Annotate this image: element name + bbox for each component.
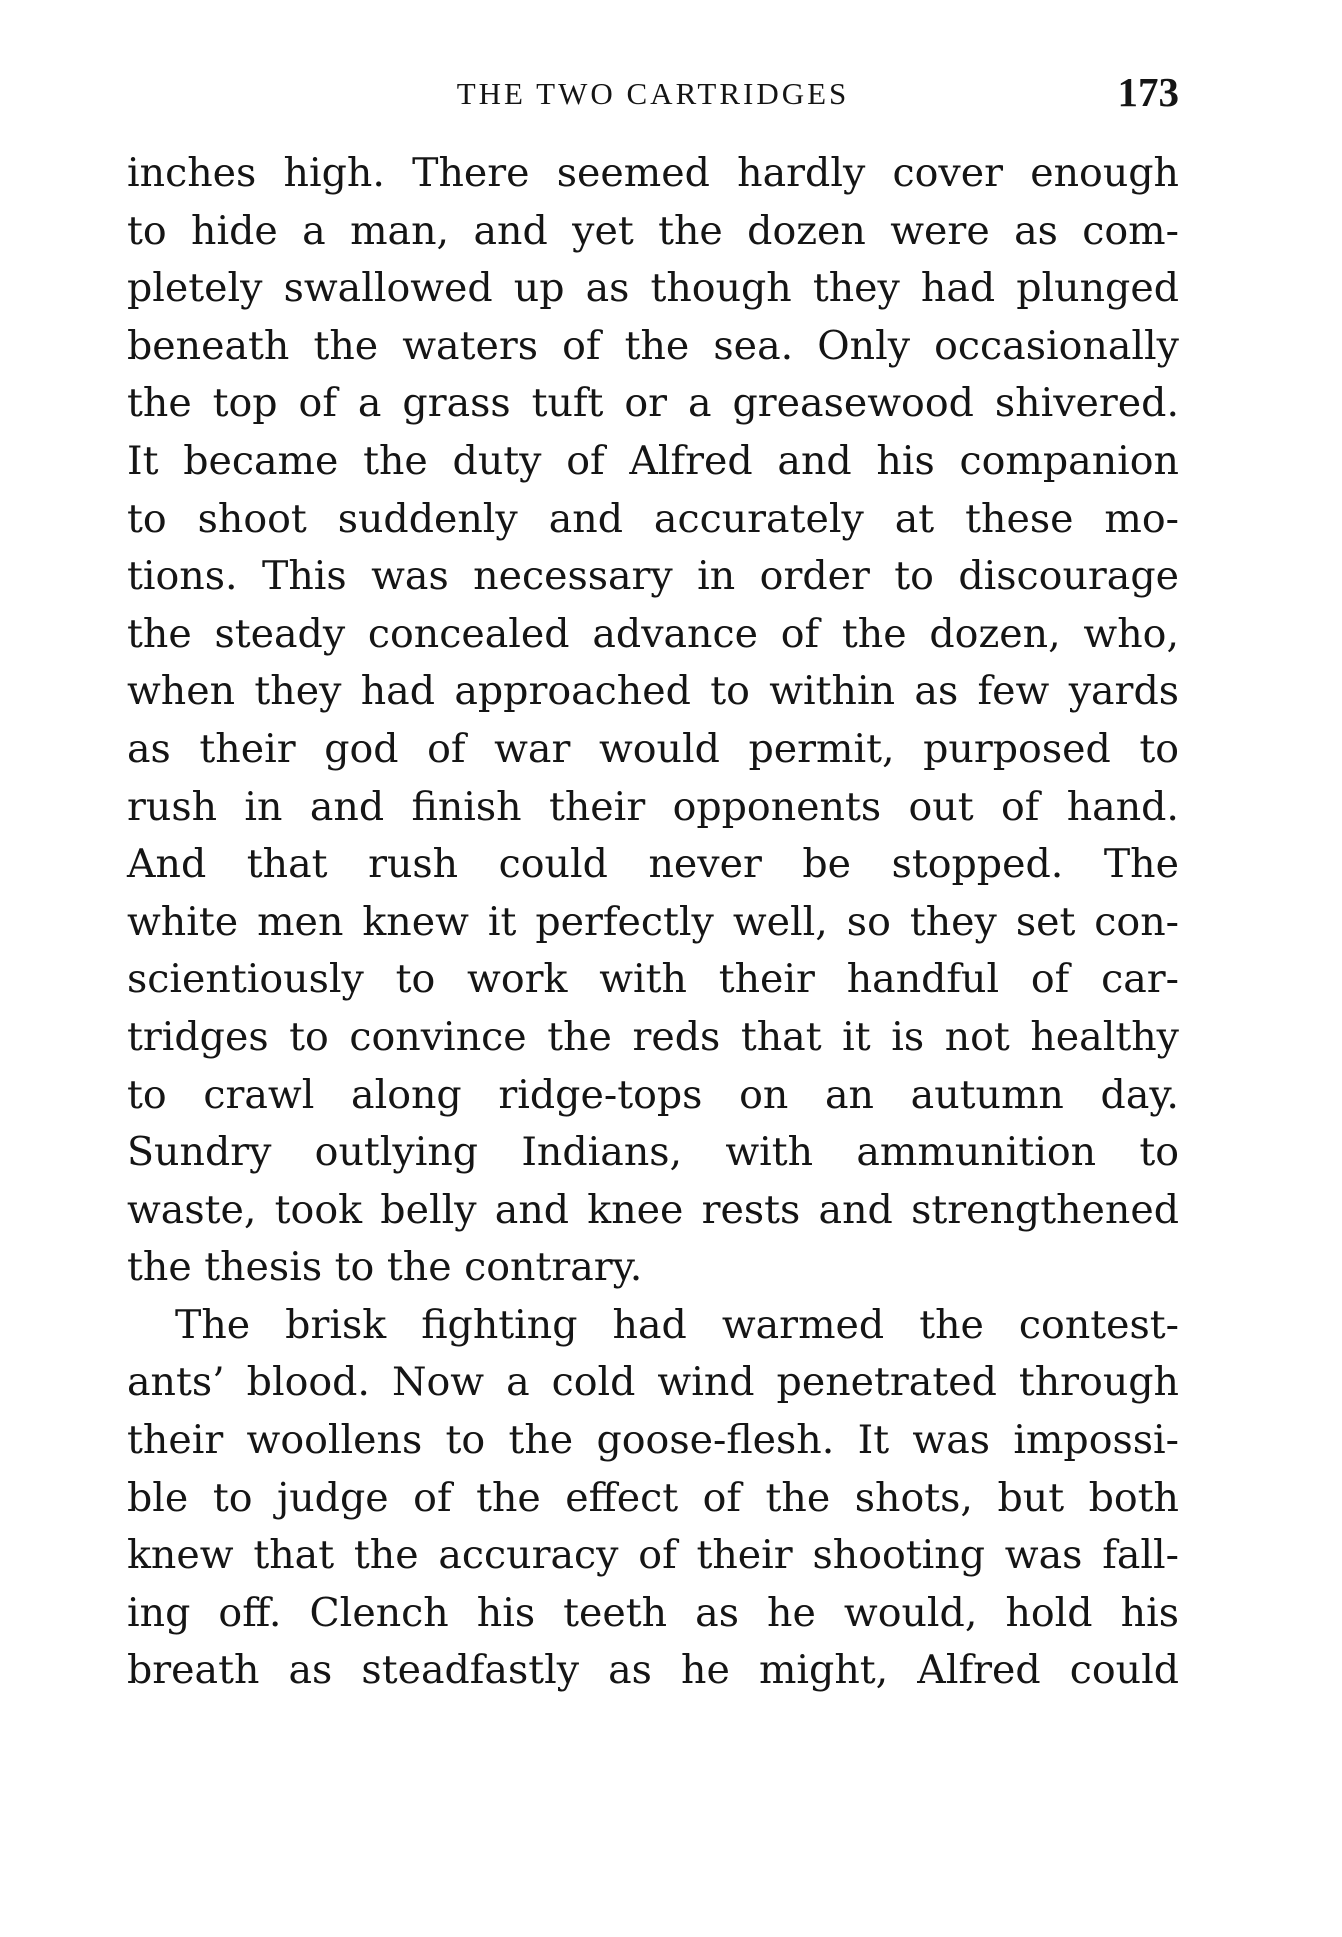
text-line: breath as steadfastly as he might, Alfred could [127, 1647, 1179, 1694]
text-line: to crawl along ridge-tops on an autumn day. [127, 1071, 1179, 1118]
text-line: tions. This was necessary in order to discourage [127, 553, 1179, 600]
page-number: 173 [1117, 69, 1179, 115]
text-line: tridges to convince the reds that it is not healthy [127, 1013, 1179, 1060]
text-line: white men knew it perfectly well, so they set con- [127, 898, 1179, 945]
text-line: inches high. There seemed hardly cover enough [127, 150, 1179, 196]
text-line: their woollens to the goose-flesh. It was impossi- [127, 1417, 1179, 1464]
text-line: to shoot suddenly and accurately at these mo- [127, 495, 1179, 542]
text-line: It became the duty of Alfred and his companion [127, 437, 1179, 484]
text-line: Sundry outlying Indians, with ammunition to [127, 1129, 1179, 1176]
text-line: ble to judge of the effect of the shots, but both [127, 1474, 1179, 1521]
text-line: knew that the accuracy of their shooting was fall- [127, 1532, 1179, 1579]
running-head [127, 68, 1179, 118]
text-line: ants’ blood. Now a cold wind penetrated through [127, 1359, 1179, 1406]
text-line: the top of a grass tuft or a greasewood shivered. [127, 380, 1179, 427]
text-line-paragraph-start: The brisk fighting had warmed the contest- [175, 1301, 1179, 1348]
text-line: when they had approached to within as few yards [127, 668, 1179, 715]
text-line: And that rush could never be stopped. The [127, 841, 1179, 888]
text-line: rush in and finish their opponents out of hand. [127, 783, 1179, 830]
text-line: the steady concealed advance of the dozen, who, [127, 610, 1179, 657]
text-line: waste, took belly and knee rests and strengthened [127, 1186, 1179, 1233]
text-line: as their god of war would permit, purposed to [127, 725, 1179, 772]
running-title: THE TWO CARTRIDGES [456, 76, 850, 111]
text-line: to hide a man, and yet the dozen were as com- [127, 207, 1179, 254]
text-line: ing off. Clench his teeth as he would, hold his [127, 1589, 1179, 1636]
text-line-paragraph-end: the thesis to the contrary. [127, 1244, 643, 1291]
body-text [127, 145, 1179, 1700]
text-line: scientiously to work with their handful of car- [127, 956, 1179, 1003]
text-line: pletely swallowed up as though they had plunged [127, 265, 1179, 312]
text-line: beneath the waters of the sea. Only occasionally [127, 322, 1179, 369]
